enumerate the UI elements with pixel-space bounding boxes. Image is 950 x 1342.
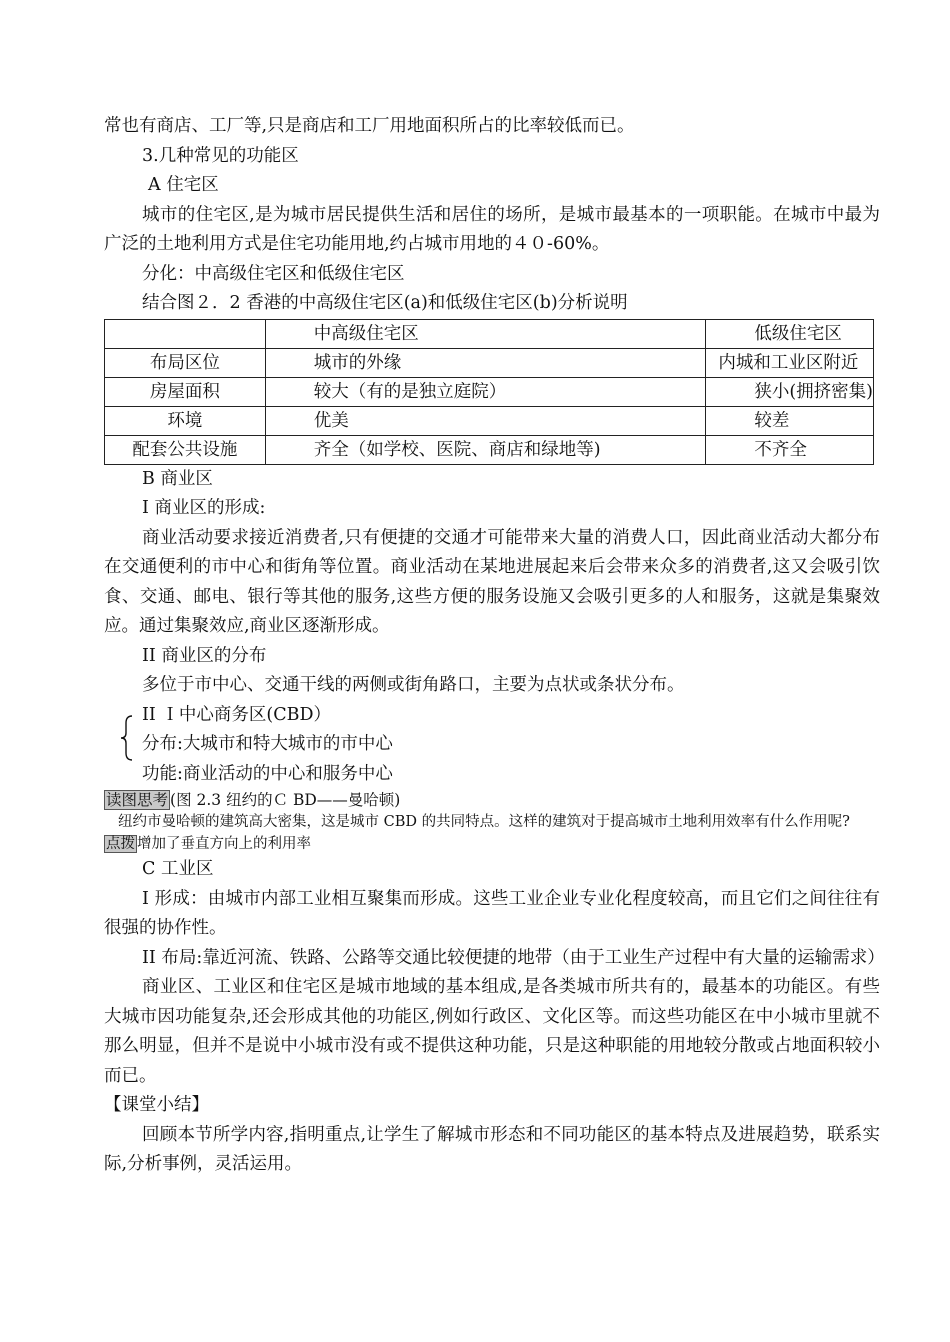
section-heading: 3.几种常见的功能区 xyxy=(142,145,299,166)
subsection-heading: A 住宅区 xyxy=(148,175,219,195)
summary-heading: 【课堂小结】 xyxy=(104,1095,209,1115)
paragraph: 多位于市中心、交通干线的两侧或街角路口，主要为点状或条状分布。 xyxy=(142,675,685,695)
table-cell: 狭小(拥挤密集) xyxy=(706,377,874,406)
paragraph: 商业活动要求接近消费者,只有便捷的交通才可能带来大量的消费人口，因此商业活动大都分布在交通便利的市中心和街角等位置。商业活动在某地进展起来后会带来众多的消费者,这又会吸引饮食、交通、邮电、银行等其他的服务,这些方便的服务设施又会吸引更多的人和服务，这就是集聚效应。通过集聚效应,商业区逐渐形成。 xyxy=(104,527,880,636)
hint-text: 增加了垂直方向上的利用率 xyxy=(137,836,311,852)
table-cell: 齐全（如学校、医院、商店和绿地等) xyxy=(265,435,706,464)
table-cell: 布局区位 xyxy=(105,348,266,377)
table-row xyxy=(105,348,874,377)
subsection-heading: C 工业区 xyxy=(142,859,214,879)
table-cell: 配套公共设施 xyxy=(105,435,266,464)
cbd-distribution: 分布:大城市和特大城市的市中心 xyxy=(142,734,393,754)
table-cell: 房屋面积 xyxy=(105,377,266,406)
hint-tag: 点拨 xyxy=(106,836,135,852)
brace-icon xyxy=(120,715,134,761)
table-cell xyxy=(105,319,266,348)
paragraph: 商业区、工业区和住宅区是城市地域的基本组成,是各类城市所共有的，最基本的功能区。有些大城市因功能复杂,还会形成其他的功能区,例如行政区、文化区等。而这些功能区在中小城市里就不那么明显，但并不是说中小城市没有或不提供这种功能，只是这种职能的用地较分散或占地面积较小而已。 xyxy=(104,977,880,1086)
table-header-cell: 中高级住宅区 xyxy=(265,319,706,348)
paragraph: 分化：中高级住宅区和低级住宅区 xyxy=(142,263,405,284)
think-question: 纽约市曼哈顿的建筑高大密集，这是城市 CBD 的共同特点。这样的建筑对于提高城市土地利用效率有什么作用呢? xyxy=(118,814,850,830)
think-caption-line xyxy=(104,789,880,811)
table-cell: 内城和工业区附近 xyxy=(706,348,874,377)
subsection-heading: B 商业区 xyxy=(142,468,213,489)
cbd-heading: II Ｉ中心商务区(CBD） xyxy=(142,704,331,725)
summary-paragraph: 回顾本节所学内容,指明重点,让学生了解城市形态和不同功能区的基本特点及进展趋势，联系实际,分析事例，灵活运用。 xyxy=(104,1124,880,1174)
table-row xyxy=(105,377,874,406)
table-header-cell: 低级住宅区 xyxy=(706,319,874,348)
table-cell: 较大（有的是独立庭院） xyxy=(265,377,706,406)
cbd-block xyxy=(104,701,880,790)
paragraph: II 布局:靠近河流、铁路、公路等交通比较便捷的地带（由于工业生产过程中有大量的运输需求） xyxy=(142,947,885,968)
cbd-function: 功能:商业活动的中心和服务中心 xyxy=(142,763,393,784)
table-header-row xyxy=(105,319,874,348)
paragraph: I 形成：由城市内部工业相互聚集而形成。这些工业企业专业化程度较高，而且它们之间往往有很强的协作性。 xyxy=(104,888,880,938)
table-cell: 不齐全 xyxy=(706,435,874,464)
paragraph-continuation: 常也有商店、工厂等,只是商店和工厂用地面积所占的比率较低而已。 xyxy=(104,116,635,136)
table-cell: 较差 xyxy=(706,406,874,435)
table-cell: 优美 xyxy=(265,406,706,435)
sub-heading: II 商业区的分布 xyxy=(142,645,267,666)
figure-caption: (图 2.3 纽约的Ｃ BD——曼哈顿) xyxy=(170,791,401,809)
table-row xyxy=(105,406,874,435)
comparison-table xyxy=(104,319,874,465)
paragraph: 城市的住宅区,是为城市居民提供生活和居住的场所，是城市最基本的一项职能。在城市中最为广泛的土地利用方式是住宅功能用地,约占城市用地的４０-60%。 xyxy=(104,204,880,254)
document-page xyxy=(104,112,885,1180)
think-tag: 读图思考 xyxy=(106,791,169,809)
table-cell: 城市的外缘 xyxy=(265,348,706,377)
hint-line xyxy=(104,833,880,855)
paragraph: 结合图２．2 香港的中高级住宅区(a)和低级住宅区(b)分析说明 xyxy=(142,293,628,313)
table-cell: 环境 xyxy=(105,406,266,435)
sub-heading: I 商业区的形成: xyxy=(142,498,266,518)
table-row xyxy=(105,435,874,464)
